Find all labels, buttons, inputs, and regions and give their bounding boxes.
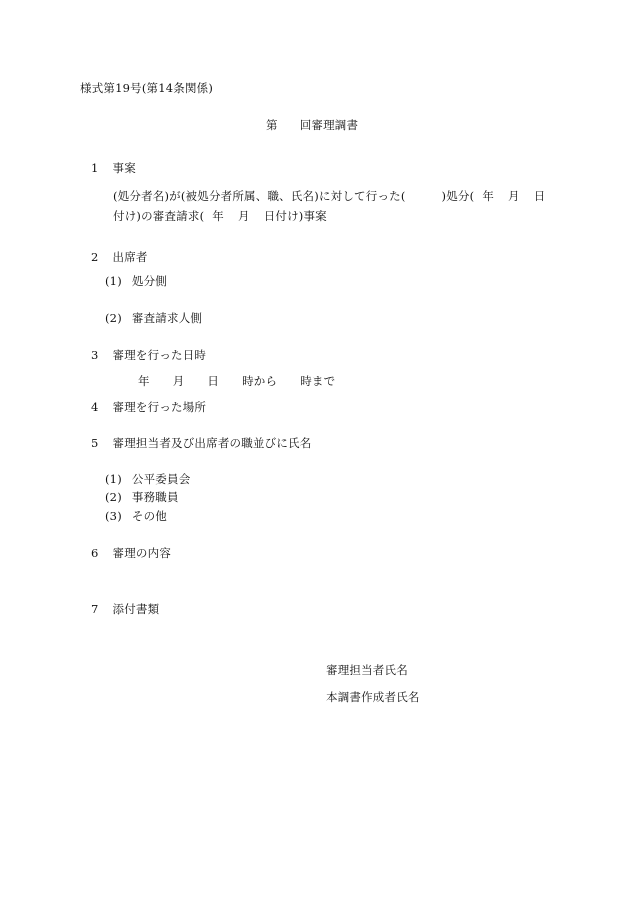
- month-label: 月: [508, 189, 520, 203]
- day-label: 日: [207, 374, 220, 388]
- section-number: 3: [91, 348, 99, 362]
- item-number: (1): [105, 472, 122, 486]
- section-number: 5: [91, 436, 99, 450]
- item-number: (2): [105, 490, 122, 504]
- section-5-heading: [91, 438, 311, 450]
- attendee-item-1: [105, 276, 167, 288]
- time-from-label: 時から: [242, 374, 278, 388]
- item-label: 事務職員: [131, 490, 179, 504]
- record-creator-name-label: 本調書作成者氏名: [326, 690, 420, 704]
- section-title: 審理を行った場所: [112, 400, 207, 414]
- section-title: 出席者: [112, 250, 148, 264]
- item-label: 公平委員会: [131, 472, 191, 486]
- item-number: (1): [105, 274, 122, 288]
- section-3-heading: [91, 350, 206, 362]
- case-description: (処分者名)が(被処分者所属、職、氏名)に対して行った(: [113, 189, 406, 203]
- section-2-heading: [91, 252, 148, 264]
- year-label: 年: [482, 189, 495, 203]
- section-number: 4: [91, 400, 99, 414]
- section-title: 審理の内容: [112, 546, 172, 560]
- section-title: 審理担当者及び出席者の職並びに氏名: [112, 436, 312, 450]
- document-title: [266, 120, 358, 132]
- item-number: (3): [105, 509, 122, 523]
- section-number: 2: [91, 250, 99, 264]
- section-4-heading: [91, 402, 206, 414]
- title-suffix: 回審理調書: [299, 118, 359, 132]
- section-number: 6: [91, 546, 99, 560]
- section-number: 1: [91, 161, 99, 175]
- hearing-datetime-line: [138, 376, 335, 388]
- participant-item-1: [105, 474, 190, 486]
- item-label: 審査請求人側: [131, 311, 203, 325]
- hearing-officer-name-label: 審理担当者氏名: [326, 663, 408, 677]
- time-to-label: 時まで: [300, 374, 336, 388]
- day-label: 日: [533, 189, 546, 203]
- form-label: 様式第19号(第14条関係): [80, 81, 214, 95]
- section-6-heading: [91, 548, 171, 560]
- item-label: 処分側: [131, 274, 167, 288]
- section-1-body-line-1: [113, 191, 545, 203]
- section-1-body-line-2: [113, 211, 327, 223]
- disposition-label: )処分(: [441, 189, 475, 203]
- participant-item-2: [105, 492, 179, 504]
- title-prefix: 第: [266, 118, 278, 132]
- item-number: (2): [105, 311, 122, 325]
- section-1-heading: [91, 163, 136, 175]
- year-label: 年: [212, 209, 224, 223]
- attendee-item-2: [105, 313, 202, 325]
- section-title: 事案: [112, 161, 136, 175]
- participant-item-3: [105, 511, 167, 523]
- item-label: その他: [131, 509, 167, 523]
- month-label: 月: [237, 209, 250, 223]
- section-7-heading: [91, 604, 159, 616]
- section-number: 7: [91, 602, 99, 616]
- month-label: 月: [172, 374, 185, 388]
- section-title: 審理を行った日時: [112, 348, 207, 362]
- date-suffix: 日付け)事案: [263, 209, 327, 223]
- year-label: 年: [138, 374, 150, 388]
- request-label: 付け)の審査請求(: [113, 209, 205, 223]
- section-title: 添付書類: [112, 602, 160, 616]
